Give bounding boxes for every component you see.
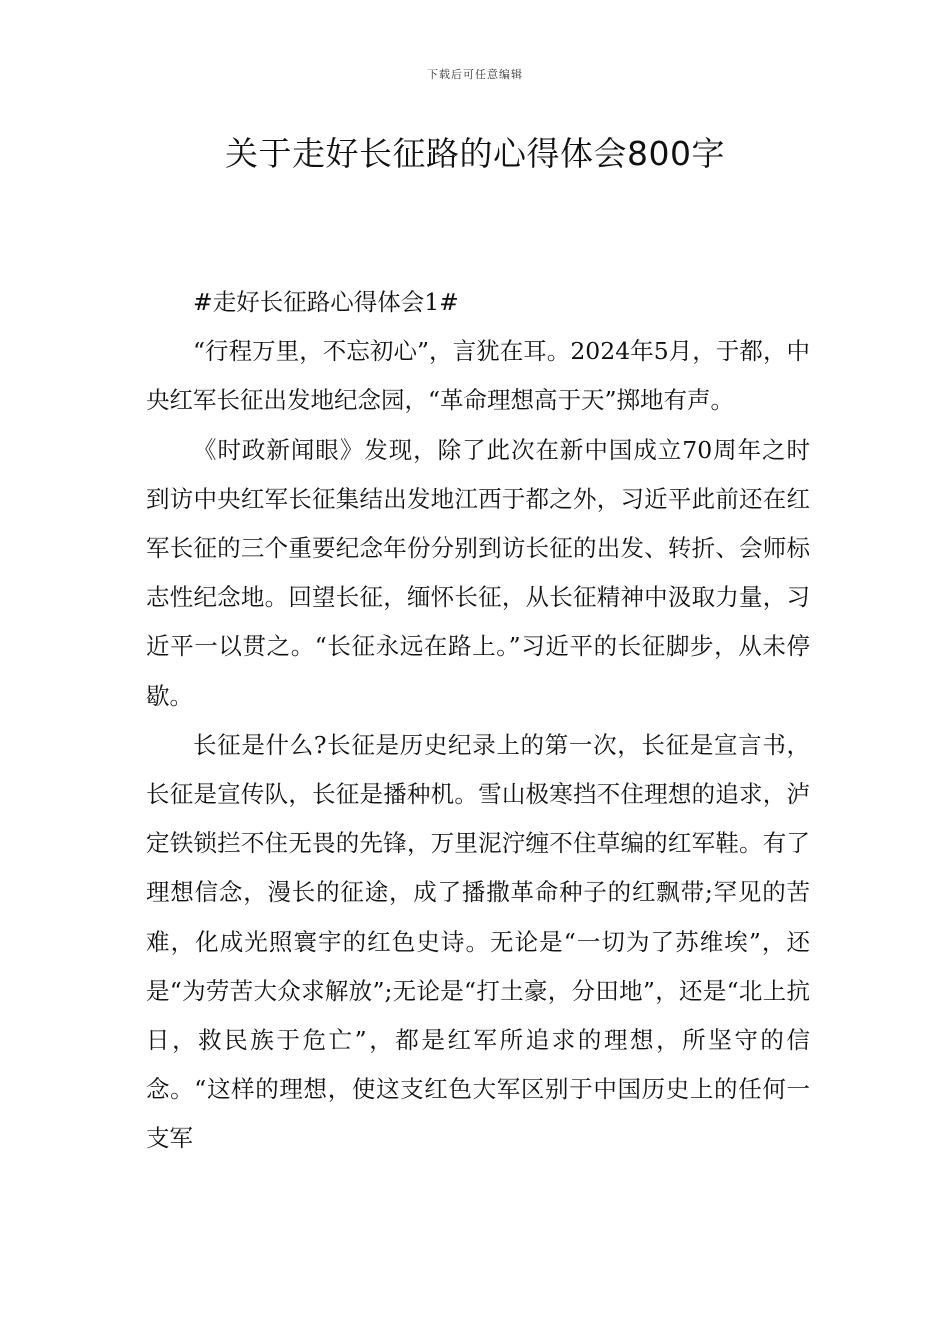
paragraph-3: 长征是什么?长征是历史纪录上的第一次，长征是宣言书，长征是宣传队，长征是播种机。雪山极寒挡不住理想的追求，泸定铁锁拦不住无畏的先锋，万里泥泞缠不住草编的红军鞋。有了理想信念，漫长的征途，成了播撒革命种子的红飘带;罕见的苦难，化成光照寰宇的红色史诗。无论是“一切为了苏维埃”，还是“为劳苦大众求解放”;无论是“打土豪，分田地”，还是“北上抗日，救民族于危亡”，都是红军所追求的理想，所坚守的信念。“这样的理想，使这支红色大军区别于中国历史上的任何一支军: [146, 730, 810, 1153]
section-heading: #走好长征路心得体会1#: [193, 288, 459, 316]
document-title: 关于走好长征路的心得体会800字: [225, 134, 725, 173]
paragraph-1: “行程万里，不忘初心”，言犹在耳。2024年5月，于都，中央红军长征出发地纪念园，“革命理想高于天”掷地有声。: [146, 337, 810, 415]
header-note: 下载后可任意编辑: [427, 68, 523, 81]
paragraph-2: 《时政新闻眼》发现，除了此次在新中国成立70周年之时到访中央红军长征集结出发地江西于都之外，习近平此前还在红军长征的三个重要纪念年份分别到访长征的出发、转折、会师标志性纪念地。回望长征，缅怀长征，从长征精神中汲取力量，习近平一以贯之。“长征永远在路上。”习近平的长征脚步，从未停歇。: [146, 435, 810, 710]
document-body: [146, 278, 810, 1164]
